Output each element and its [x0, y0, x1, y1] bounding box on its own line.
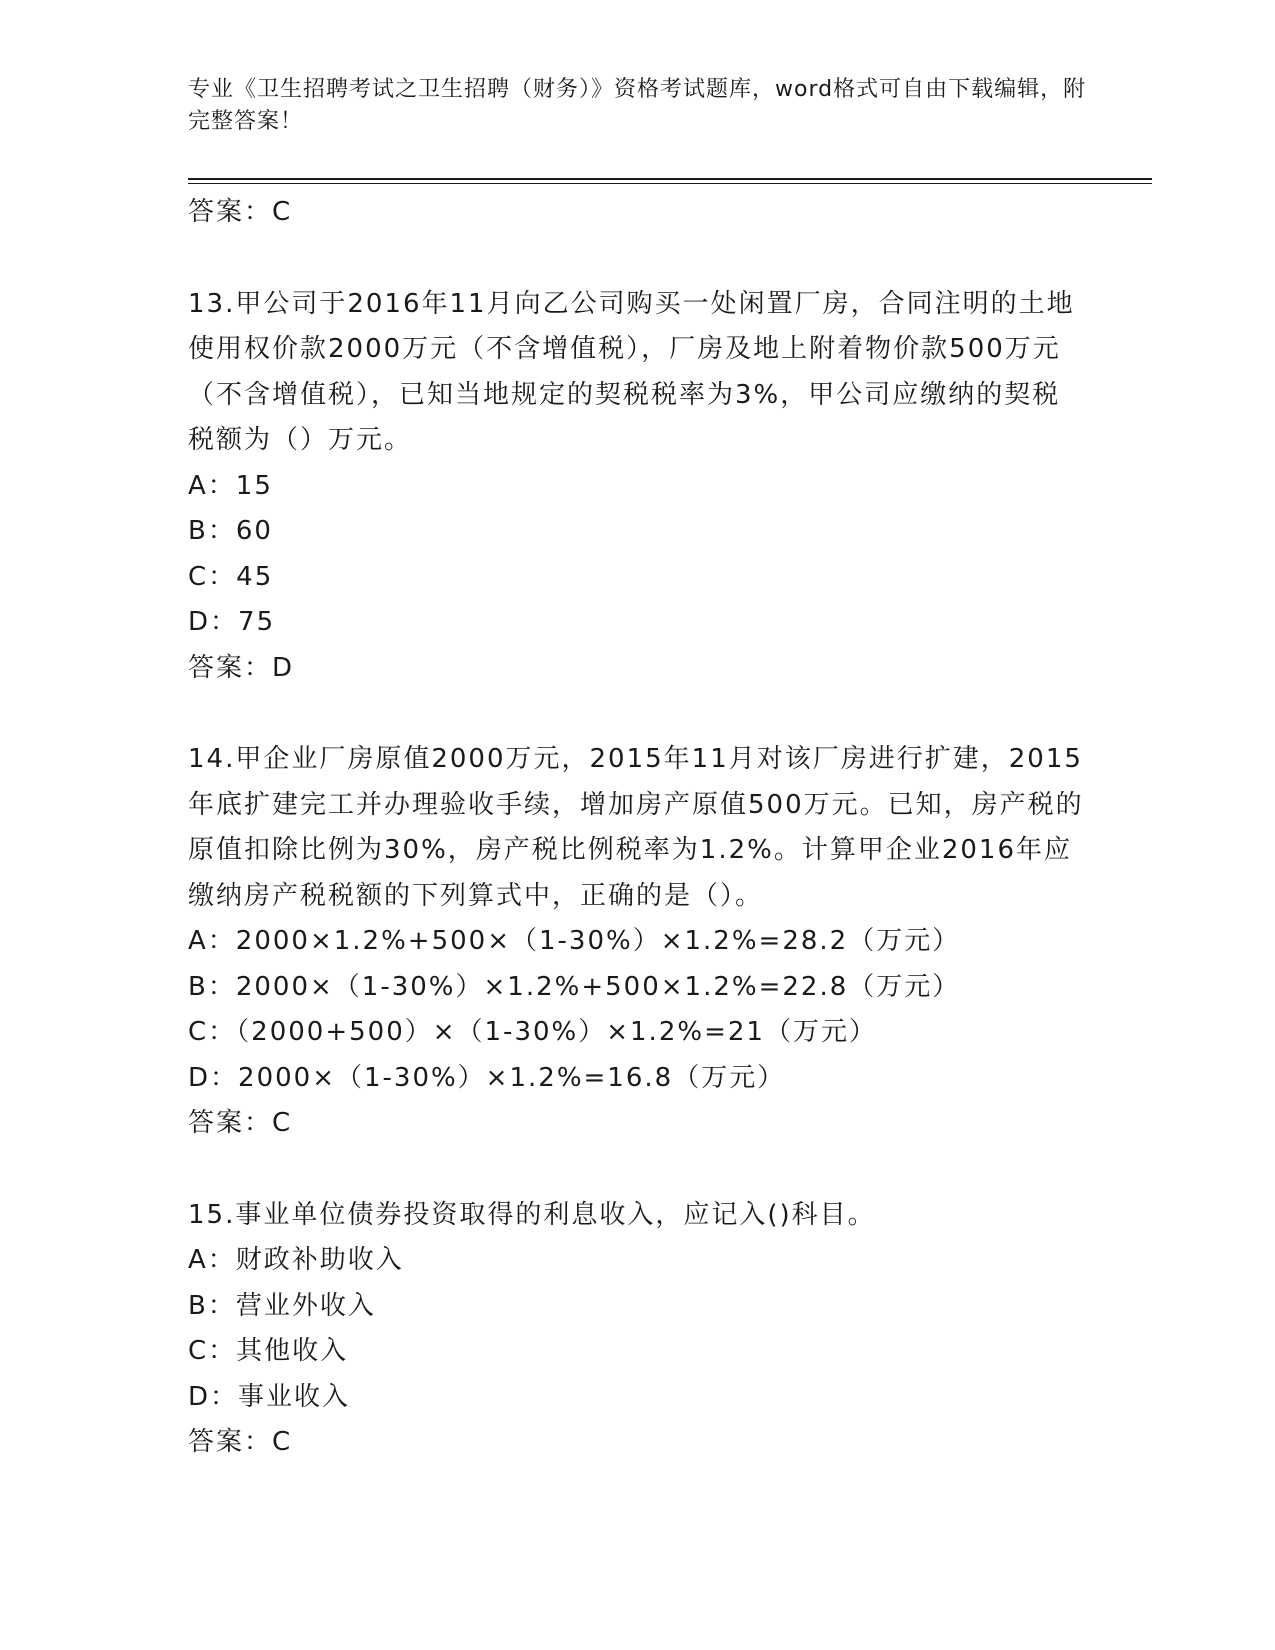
answer-line: 答案：C: [188, 1427, 293, 1457]
option-b: B：60: [188, 516, 273, 546]
option-c: C：45: [188, 561, 274, 592]
question-text: 13.甲公司于2016年11月向乙公司购买一处闲置厂房，合同注明的土地使用权价款2000万元（不含增值税），厂房及地上附着物价款500万元（不含增值税），已知当地规定的契税税率为3%，甲公司应缴纳的契税税额为（）万元。: [188, 288, 1075, 455]
option-c: C：（2000+500）×（1-30%）×1.2%=21（万元）: [188, 1017, 877, 1047]
answer-line: 答案：C: [188, 1108, 293, 1138]
option-a: A：财政补助收入: [188, 1245, 404, 1275]
option-a: A：2000×1.2%+500×（1-30%）×1.2%=28.2（万元）: [188, 926, 961, 956]
option-c: C：其他收入: [188, 1336, 349, 1366]
question-13: [188, 282, 1088, 692]
document-header: 专业《卫生招聘考试之卫生招聘（财务）》资格考试题库，word格式可自由下载编辑，附完整答案！: [188, 77, 1087, 134]
answer-line: 答案：C: [188, 197, 293, 227]
option-d: D：事业收入: [188, 1381, 351, 1412]
document-body: [188, 190, 1088, 1466]
answer-line: 答案：D: [188, 652, 295, 683]
option-d: D：2000×（1-30%）×1.2%=16.8（万元）: [188, 1062, 786, 1093]
question-text: 15.事业单位债券投资取得的利息收入，应记入()科目。: [188, 1199, 876, 1230]
option-a: A：15: [188, 470, 273, 501]
question-15: [188, 1193, 1088, 1466]
option-b: B：2000×（1-30%）×1.2%+500×1.2%=22.8（万元）: [188, 971, 961, 1002]
option-d: D：75: [188, 607, 276, 637]
option-b: B：营业外收入: [188, 1290, 376, 1321]
question-text: 14.甲企业厂房原值2000万元，2015年11月对该厂房进行扩建，2015年底扩建完工并办理验收手续，增加房产原值500万元。已知，房产税的原值扣除比例为30%，房产税比例税率为1.2%。计算甲企业2016年应缴纳房产税税额的下列算式中，正确的是（）。: [188, 744, 1084, 911]
question-14: [188, 737, 1088, 1147]
header-divider-thin: [188, 183, 1152, 184]
header-divider: [188, 178, 1152, 180]
